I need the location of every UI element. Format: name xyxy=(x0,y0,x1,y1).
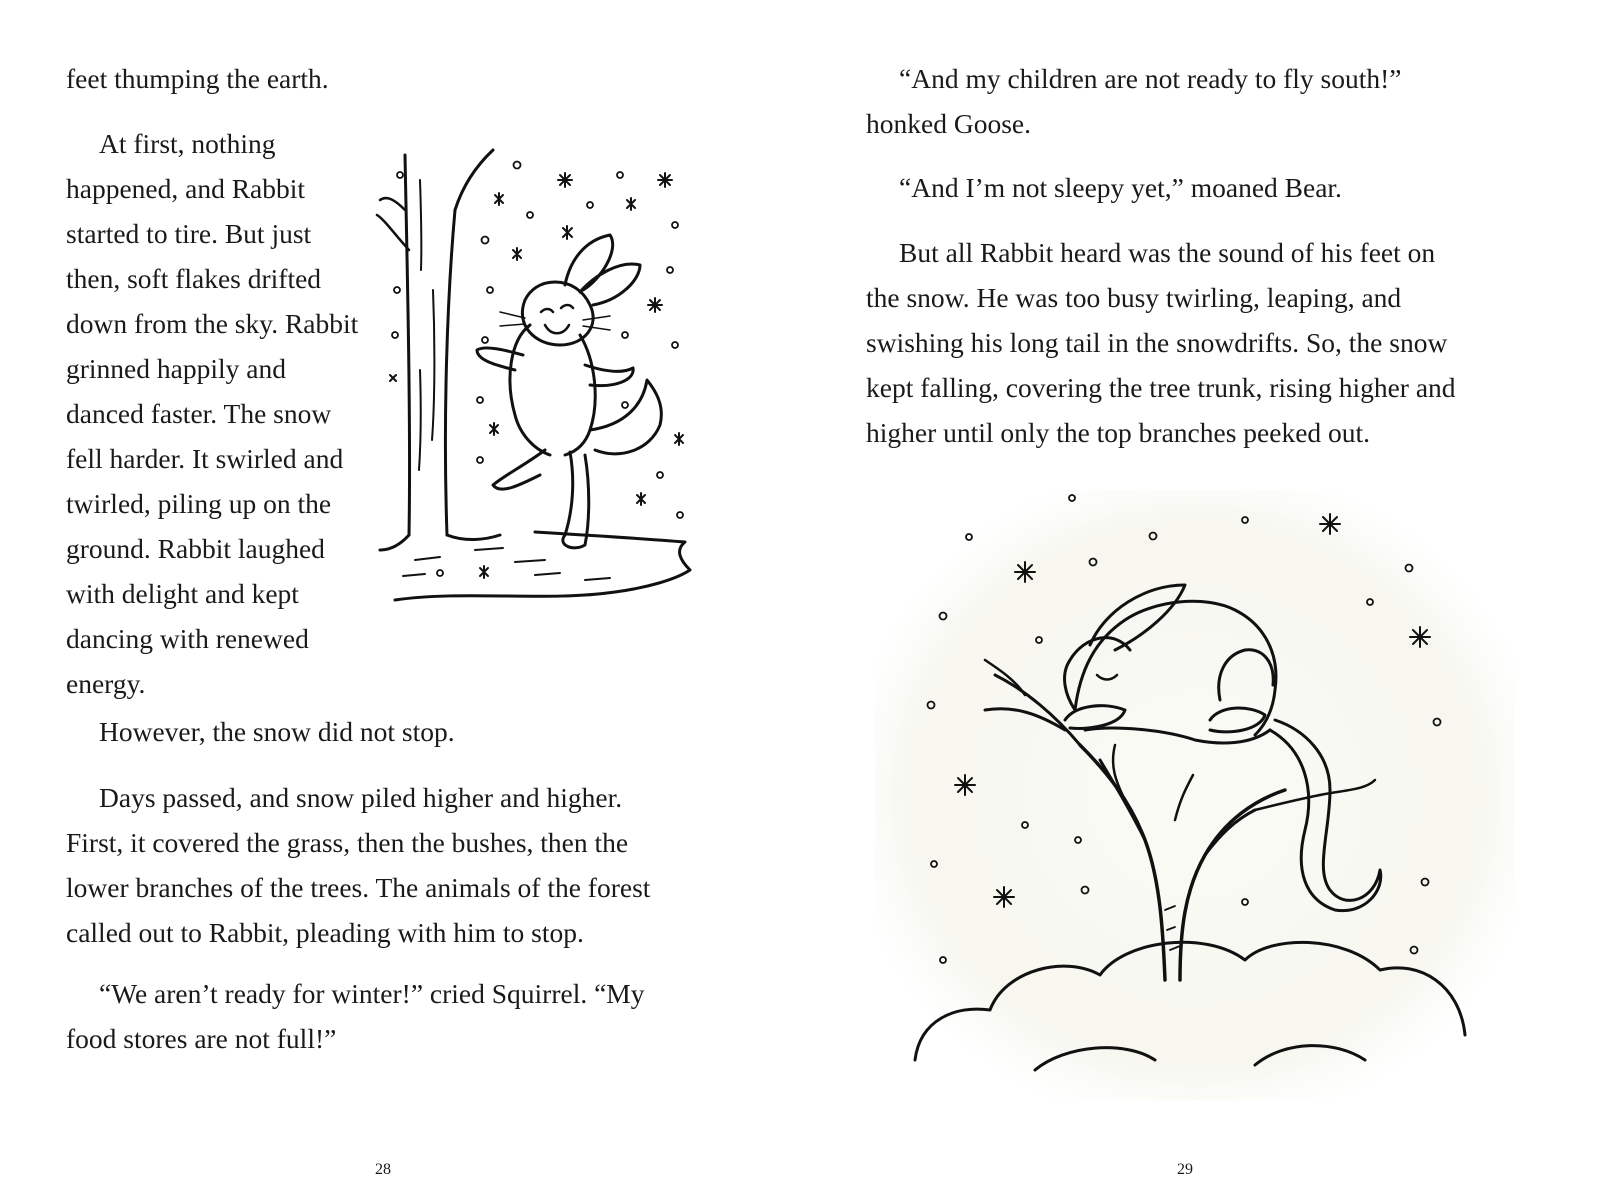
text-line: “We aren’t ready for winter!” cried Squirrel. “My xyxy=(99,978,645,1009)
paragraph-4 xyxy=(66,775,726,955)
text-line: grinned happily and xyxy=(66,353,286,384)
rabbit-dancing-illustration xyxy=(385,140,705,620)
rabbit-sleeping-illustration xyxy=(875,490,1515,1100)
page-number: 28 xyxy=(375,1161,391,1178)
text-line: ground. Rabbit laughed xyxy=(66,533,325,564)
text-line: started to tire. But just xyxy=(66,218,312,249)
text-line: twirled, piling up on the xyxy=(66,488,332,519)
text-line: called out to Rabbit, pleading with him to stop. xyxy=(66,917,584,948)
text-line: At first, nothing xyxy=(99,128,276,159)
text-line: down from the sky. Rabbit xyxy=(66,308,359,339)
paragraph-1 xyxy=(866,56,1526,146)
text-line: kept falling, covering the tree trunk, rising higher and xyxy=(866,372,1456,403)
text-line: higher until only the top branches peeked out. xyxy=(866,417,1371,448)
text-line: dancing with renewed xyxy=(66,623,309,654)
text-line: First, it covered the grass, then the bushes, then the xyxy=(66,827,629,858)
text-line: energy. xyxy=(66,668,146,699)
text-line: fell harder. It swirled and xyxy=(66,443,344,474)
paragraph-2 xyxy=(66,121,386,706)
text-line: lower branches of the trees. The animals of the forest xyxy=(66,872,651,903)
text-line: then, soft flakes drifted xyxy=(66,263,322,294)
text-line: with delight and kept xyxy=(66,578,299,609)
text-line: swishing his long tail in the snowdrifts. So, the snow xyxy=(866,327,1448,358)
paragraph-5 xyxy=(66,971,726,1061)
text-line: Days passed, and snow piled higher and higher. xyxy=(99,782,623,813)
text-line: honked Goose. xyxy=(866,108,1031,139)
paragraph-3 xyxy=(866,230,1546,455)
paragraph-2: “And I’m not sleepy yet,” moaned Bear. xyxy=(899,172,1342,203)
text-line: But all Rabbit heard was the sound of his feet on xyxy=(899,237,1436,268)
text-line: happened, and Rabbit xyxy=(66,173,306,204)
text-line: food stores are not full!” xyxy=(66,1023,337,1054)
page-number: 29 xyxy=(1177,1161,1193,1178)
paragraph-3: However, the snow did not stop. xyxy=(99,716,455,747)
text-line: “And my children are not ready to fly south!” xyxy=(899,63,1402,94)
paragraph-1: feet thumping the earth. xyxy=(66,63,329,94)
text-line: danced faster. The snow xyxy=(66,398,332,429)
right-page xyxy=(800,0,1600,1200)
text-line: the snow. He was too busy twirling, leaping, and xyxy=(866,282,1402,313)
